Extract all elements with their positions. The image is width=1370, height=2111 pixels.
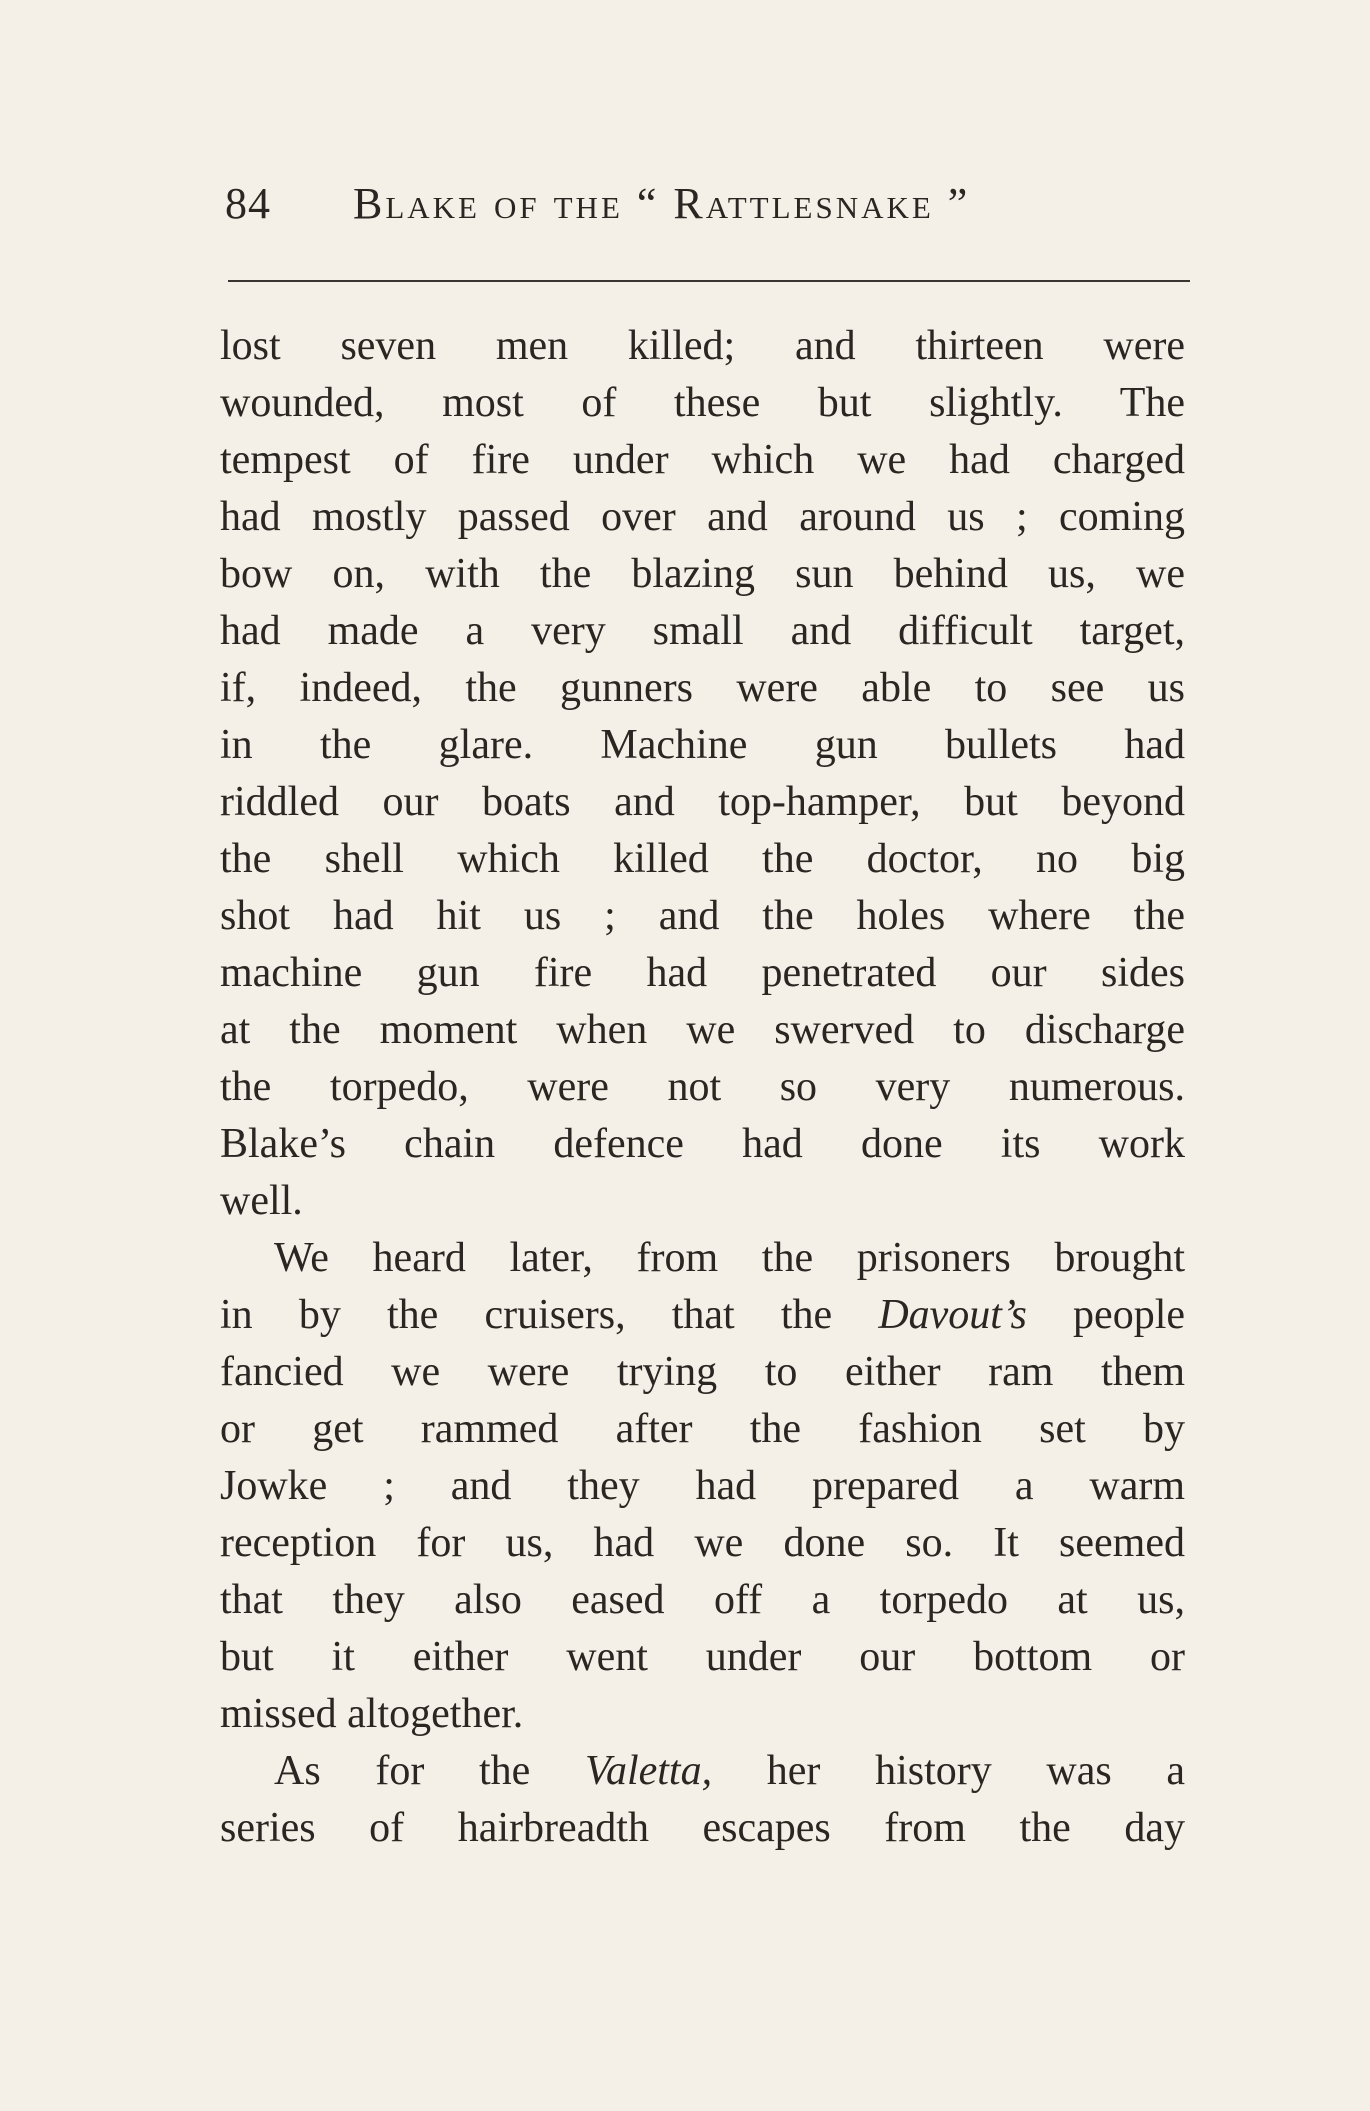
- ship-name: Davout’s: [878, 1292, 1027, 1338]
- text-line: or get rammed after the fashion set by: [220, 1406, 1185, 1452]
- text-span: people: [1073, 1292, 1185, 1338]
- header-rule: [228, 280, 1190, 282]
- text-line: had mostly passed over and around us ; coming: [220, 494, 1185, 540]
- running-head: [225, 178, 1185, 238]
- text-line: at the moment when we swerved to discharge: [220, 1007, 1185, 1053]
- paragraph-first-line: [220, 1743, 1185, 1800]
- text-line: had made a very small and difficult target,: [220, 608, 1185, 654]
- ship-name: Valetta,: [584, 1748, 713, 1794]
- body-text: [220, 318, 1185, 1857]
- text-line: shot had hit us ; and the holes where the: [220, 893, 1185, 939]
- text-line: missed altogether.: [220, 1691, 524, 1737]
- text-line: if, indeed, the gunners were able to see us: [220, 665, 1185, 711]
- text-span: in by the cruisers, that the: [220, 1292, 833, 1338]
- text-line: riddled our boats and top-hamper, but beyond: [220, 779, 1185, 825]
- text-line: machine gun fire had penetrated our sides: [220, 950, 1185, 996]
- text-line: in the glare. Machine gun bullets had: [220, 722, 1185, 768]
- text-line: [220, 1287, 1185, 1344]
- text-line: series of hairbreadth escapes from the day: [220, 1805, 1185, 1851]
- text-span: As for the: [274, 1748, 531, 1794]
- text-line: the torpedo, were not so very numerous.: [220, 1064, 1185, 1110]
- page-number: 84: [225, 179, 271, 228]
- text-line: well.: [220, 1178, 303, 1224]
- text-span: her history was a: [766, 1748, 1186, 1794]
- text-line: Jowke ; and they had prepared a warm: [220, 1463, 1185, 1509]
- text-line: but it either went under our bottom or: [220, 1634, 1185, 1680]
- paragraph-first-line: We heard later, from the prisoners brought: [274, 1235, 1185, 1281]
- text-line: tempest of fire under which we had charged: [220, 437, 1185, 483]
- text-line: Blake’s chain defence had done its work: [220, 1121, 1185, 1167]
- text-line: the shell which killed the doctor, no big: [220, 836, 1185, 882]
- running-title: Blake of the “ Rattlesnake ”: [353, 179, 971, 228]
- text-line: wounded, most of these but slightly. The: [220, 380, 1185, 426]
- text-line: fancied we were trying to either ram them: [220, 1349, 1185, 1395]
- text-line: that they also eased off a torpedo at us,: [220, 1577, 1185, 1623]
- text-line: reception for us, had we done so. It seemed: [220, 1520, 1185, 1566]
- text-line: lost seven men killed; and thirteen were: [220, 323, 1185, 369]
- text-line: bow on, with the blazing sun behind us, we: [220, 551, 1185, 597]
